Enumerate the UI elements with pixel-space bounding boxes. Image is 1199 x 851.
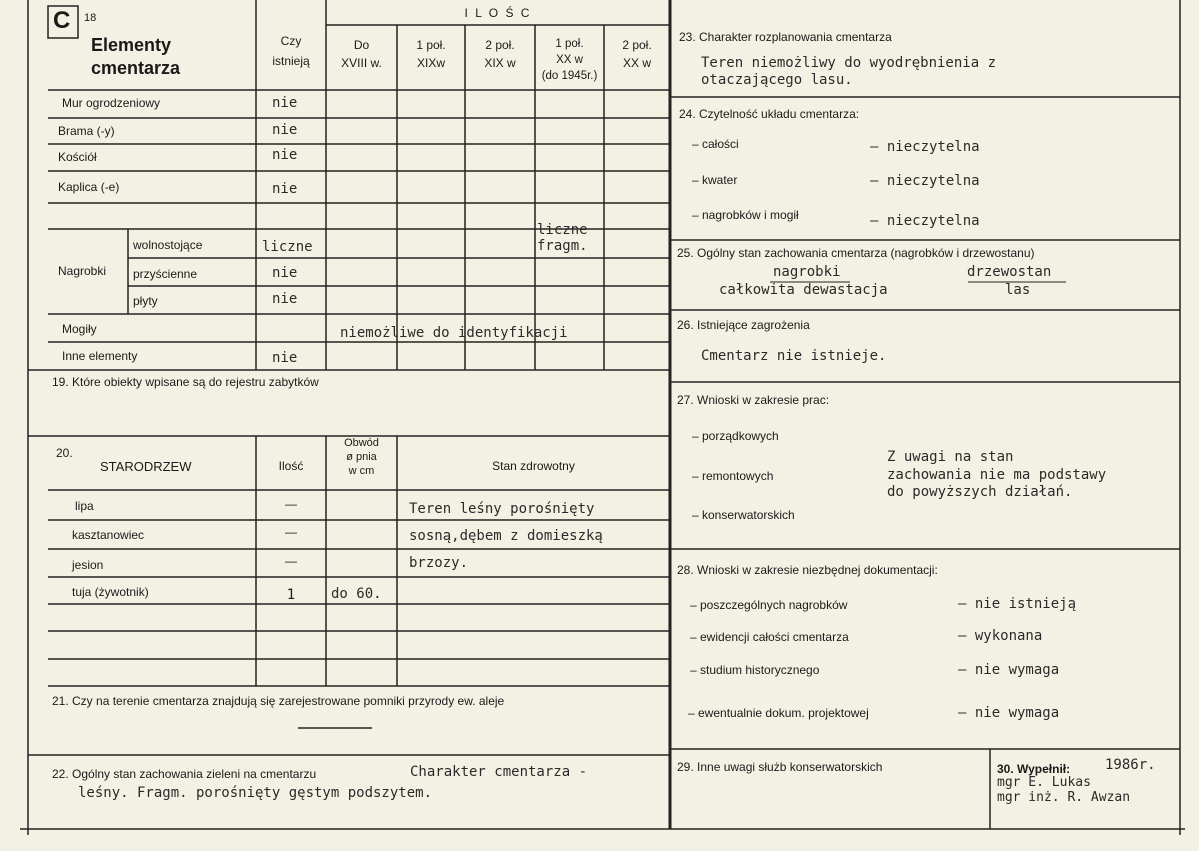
q26-answer: Cmentarz nie istnieje. [701, 348, 887, 364]
graves-label: Mogiły [62, 322, 97, 336]
tree-name-ash: jesion [72, 558, 104, 572]
element-label-church: Kościół [58, 150, 97, 164]
old-trees-header: STARODRZEW [100, 459, 192, 474]
q24-quarters-label: – kwater [692, 173, 738, 187]
quantity-header: I L O Ś C [464, 6, 532, 20]
tree-circumference-thuja: do 60. [331, 586, 382, 602]
q25-tombstones-value: całkowita dewastacja [719, 282, 888, 298]
period-header-5: 2 poł. XX w [622, 38, 652, 70]
element-label-gate: Brama (-y) [58, 124, 115, 138]
q24-whole-label: – całości [692, 137, 739, 151]
q25-trees-head: drzewostan [967, 264, 1052, 280]
q30-author1: mgr E. Lukas [997, 775, 1091, 790]
section-title-line1: Elementy [91, 35, 172, 55]
period-header-2: 1 poł. XIXw [416, 38, 446, 70]
element-label-wall: Mur ogrodzeniowy [62, 96, 161, 110]
element-value-gate: nie [272, 122, 298, 138]
q28-row4-label: – ewentualnie dokum. projektowej [688, 706, 869, 720]
period-header-3: 2 poł. XIX w [484, 38, 516, 70]
element-value-church: nie [272, 147, 298, 163]
exists-header-line1: Czy [280, 34, 302, 48]
period-header-1: Do XVIII w. [341, 38, 382, 70]
tombstones-slabs-value: nie [272, 291, 298, 307]
q27-item-cleanup: – porządkowych [692, 429, 779, 443]
tree-health-line3: brzozy. [409, 555, 469, 571]
card-letter: C [53, 7, 71, 34]
tombstones-label: Nagrobki [58, 264, 107, 278]
tombstones-wall-label: przyścienne [133, 267, 198, 281]
q28-row2-label: – ewidencji całości cmentarza [690, 630, 849, 644]
q27-item-conservation: – konserwatorskich [692, 508, 795, 522]
tree-circumference-header: Obwód ø pnia w cm [344, 437, 379, 477]
q24-quarters-value: – nieczytelna [870, 173, 980, 189]
tombstones-wall-value: nie [272, 265, 298, 281]
q30-author2: mgr inż. R. Awzan [997, 790, 1131, 805]
other-elements-value: nie [272, 350, 298, 366]
graves-note: niemożliwe do identyfikacji [340, 325, 568, 341]
element-label-chapel: Kaplica (-e) [58, 180, 120, 194]
q24-graves-label: – nagrobków i mogił [692, 208, 799, 222]
q28-row1-value: – nie istnieją [958, 596, 1077, 612]
q28-label: 28. Wnioski w zakresie niezbędnej dokumentacji: [677, 563, 938, 577]
q22-answer-line2: leśny. Fragm. porośnięty gęstym podszytem. [78, 785, 433, 801]
tombstones-freestanding-xx1-line1: liczne [537, 222, 588, 238]
q27-answer-line1: Z uwagi na stan [887, 449, 1014, 465]
q24-graves-value: – nieczytelna [870, 213, 980, 229]
q21-label: 21. Czy na terenie cmentarza znajdują się zarejestrowane pomniki przyrody ew. aleje [52, 694, 505, 708]
tree-name-thuja: tuja (żywotnik) [72, 585, 149, 599]
tree-health-header: Stan zdrowotny [492, 459, 575, 473]
tree-name-linden: lipa [75, 499, 94, 513]
tombstones-slabs-label: płyty [133, 294, 158, 308]
tree-count-header: Ilość [278, 459, 304, 473]
q30-year: 1986r. [1105, 757, 1156, 773]
q23-label: 23. Charakter rozplanowania cmentarza [679, 30, 892, 44]
tree-health-line1: Teren leśny porośnięty [409, 501, 595, 517]
tombstones-freestanding-xx1-line2: fragm. [537, 238, 588, 254]
q19-label: 19. Które obiekty wpisane są do rejestru zabytków [52, 375, 319, 389]
period-header-4: 1 poł. XX w (do 1945r.) [541, 38, 598, 82]
q27-answer-line3: do powyższych działań. [887, 484, 1073, 500]
q27-label: 27. Wnioski w zakresie prac: [677, 393, 830, 407]
tree-name-chestnut: kasztanowiec [72, 528, 145, 542]
q26-label: 26. Istniejące zagrożenia [677, 318, 810, 332]
q28-row4-value: – nie wymaga [958, 705, 1060, 721]
exists-header-line2: istnieją [272, 54, 310, 68]
q25-tombstones-head: nagrobki [773, 264, 841, 280]
q20-number: 20. [56, 446, 73, 460]
tree-count-chestnut: — [285, 525, 297, 539]
q30-label: 30. Wypełnił: [997, 762, 1071, 776]
tree-count-ash: — [285, 554, 297, 568]
section-title-line2: cmentarza [91, 58, 181, 78]
card-number: 18 [84, 12, 97, 24]
element-value-chapel: nie [272, 181, 298, 197]
tree-health-line2: sosną,dębem z domieszką [409, 528, 603, 544]
q28-row2-value: – wykonana [958, 628, 1043, 644]
q24-label: 24. Czytelność układu cmentarza: [679, 107, 860, 121]
q23-answer-line1: Teren niemożliwy do wyodrębnienia z [701, 55, 997, 71]
q22-label: 22. Ogólny stan zachowania zieleni na cmentarzu [52, 767, 317, 781]
q27-item-repair: – remontowych [692, 469, 774, 483]
other-elements-label: Inne elementy [62, 349, 138, 363]
q28-row3-value: – nie wymaga [958, 662, 1060, 678]
element-value-wall: nie [272, 95, 298, 111]
tree-count-thuja: 1 [286, 587, 296, 603]
q27-answer-line2: zachowania nie ma podstawy [887, 467, 1107, 483]
tombstones-freestanding-label: wolnostojące [133, 238, 203, 252]
q24-whole-value: – nieczytelna [870, 139, 980, 155]
q25-trees-value: las [1005, 282, 1031, 298]
q28-row1-label: – poszczególnych nagrobków [690, 598, 848, 612]
tree-count-linden: — [285, 497, 297, 511]
tombstones-freestanding-value: liczne [262, 239, 313, 255]
q29-label: 29. Inne uwagi służb konserwatorskich [677, 760, 883, 774]
q23-answer-line2: otaczającego lasu. [701, 72, 853, 88]
q25-label: 25. Ogólny stan zachowania cmentarza (nagrobków i drzewostanu) [677, 246, 1035, 260]
q22-answer-line1: Charakter cmentarza - [410, 764, 588, 780]
q28-row3-label: – studium historycznego [690, 663, 820, 677]
